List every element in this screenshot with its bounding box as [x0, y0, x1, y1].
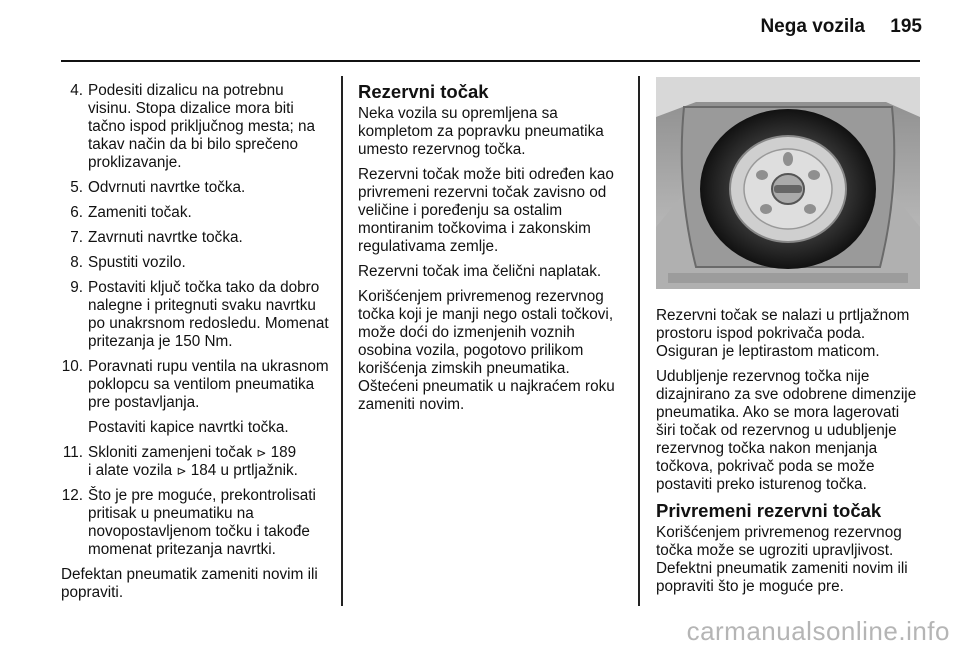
page-number: 195	[890, 16, 922, 37]
column-left	[61, 82, 329, 609]
step-10-note: Postaviti kapice navrtki točka.	[88, 419, 289, 436]
step-9: 9. Postaviti ključ točka tako da dobro nalegne i pritegnuti svaku navrtku po unakrsnom redosledu. Momenat pritezanja je 150 Nm.	[70, 279, 329, 350]
paragraph: Korišćenjem privremenog rezervnog točka može se ugroziti upravljivost. Defektni pneumatik zameniti novim ili popraviti što je moguće pre.	[656, 524, 908, 595]
closing-paragraph: Defektan pneumatik zameniti novim ili popraviti.	[61, 566, 318, 601]
step-12: 12. Što je pre moguće, prekontrolisati pritisak u pneumatiku na novopostavljenom točku i takođe momenat pritezanja navrtki.	[61, 487, 316, 558]
column-divider-2	[638, 76, 640, 606]
page-reference-arrow-icon: ⊳	[176, 464, 187, 478]
header-rule	[61, 60, 920, 62]
step-6: 6. Zameniti točak.	[70, 204, 192, 221]
spare-wheel-photo	[656, 77, 920, 289]
paragraph: Rezervni točak ima čelični naplatak.	[358, 263, 602, 280]
step-10: 10. Poravnati rupu ventila na ukrasnom poklopcu sa ventilom pneumatika pre postavljanja. Postaviti kapice navrtki točka.	[61, 358, 329, 436]
paragraph: Rezervni točak se nalazi u prtljažnom prostoru ispod pokrivača poda. Osiguran je leptirastom maticom.	[656, 307, 910, 360]
column-right	[656, 77, 922, 603]
page-reference-link[interactable]: 184 u prtljažnik.	[190, 462, 298, 479]
step-7: 7. Zavrnuti navrtke točka.	[70, 229, 243, 246]
paragraph: Korišćenjem privremenog rezervnog točka koji je manji nego ostali točkovi, može doći do izmenjenih voznih osobina vozila, pogotovo prilikom korišćenja zimskih pneumatika. Oštećeni pneumatik u najkraćem roku zameniti novim.	[358, 288, 615, 413]
step-11: 11. Skloniti zamenjeni točak ⊳ 189 i alate vozila ⊳ 184 u prtljažnik.	[62, 444, 298, 479]
step-8: 8. Spustiti vozilo.	[70, 254, 186, 271]
section-heading: Rezervni točak	[358, 81, 489, 102]
paragraph: Rezervni točak može biti određen kao privremeni rezervni točak zavisno od veličine i poređenju sa ostalim montiranim točkovima i zakonskim regulativama zemlje.	[358, 166, 614, 255]
column-divider-1	[341, 76, 343, 606]
procedure-steps	[61, 82, 329, 559]
step-4: 4. Podesiti dizalicu na potrebnu visinu. Stopa dizalice mora biti tačno ispod priključnog mesta; na takav način da bi bilo sprečeno proklizavanje.	[70, 82, 316, 171]
page-reference-link[interactable]: 189	[270, 444, 297, 461]
page-header-title: Nega vozila	[760, 16, 865, 37]
paragraph: Neka vozila su opremljena sa kompletom za popravku pneumatika umesto rezervnog točka.	[358, 105, 604, 158]
column-middle	[358, 82, 628, 421]
section-heading: Privremeni rezervni točak	[656, 500, 882, 521]
step-5: 5. Odvrnuti navrtke točka.	[70, 179, 246, 196]
page-reference-arrow-icon: ⊳	[256, 446, 267, 460]
watermark: carmanualsonline.info	[686, 616, 950, 646]
paragraph: Udubljenje rezervnog točka nije dizajnirano za sve odobrene dimenzije pneumatika. Ako se mora lagerovati širi točak od rezervnog u udubljenje rezervnog točka nakon menjanja točkova, pokrivač poda se može postaviti preko isturenog točka.	[656, 368, 917, 493]
